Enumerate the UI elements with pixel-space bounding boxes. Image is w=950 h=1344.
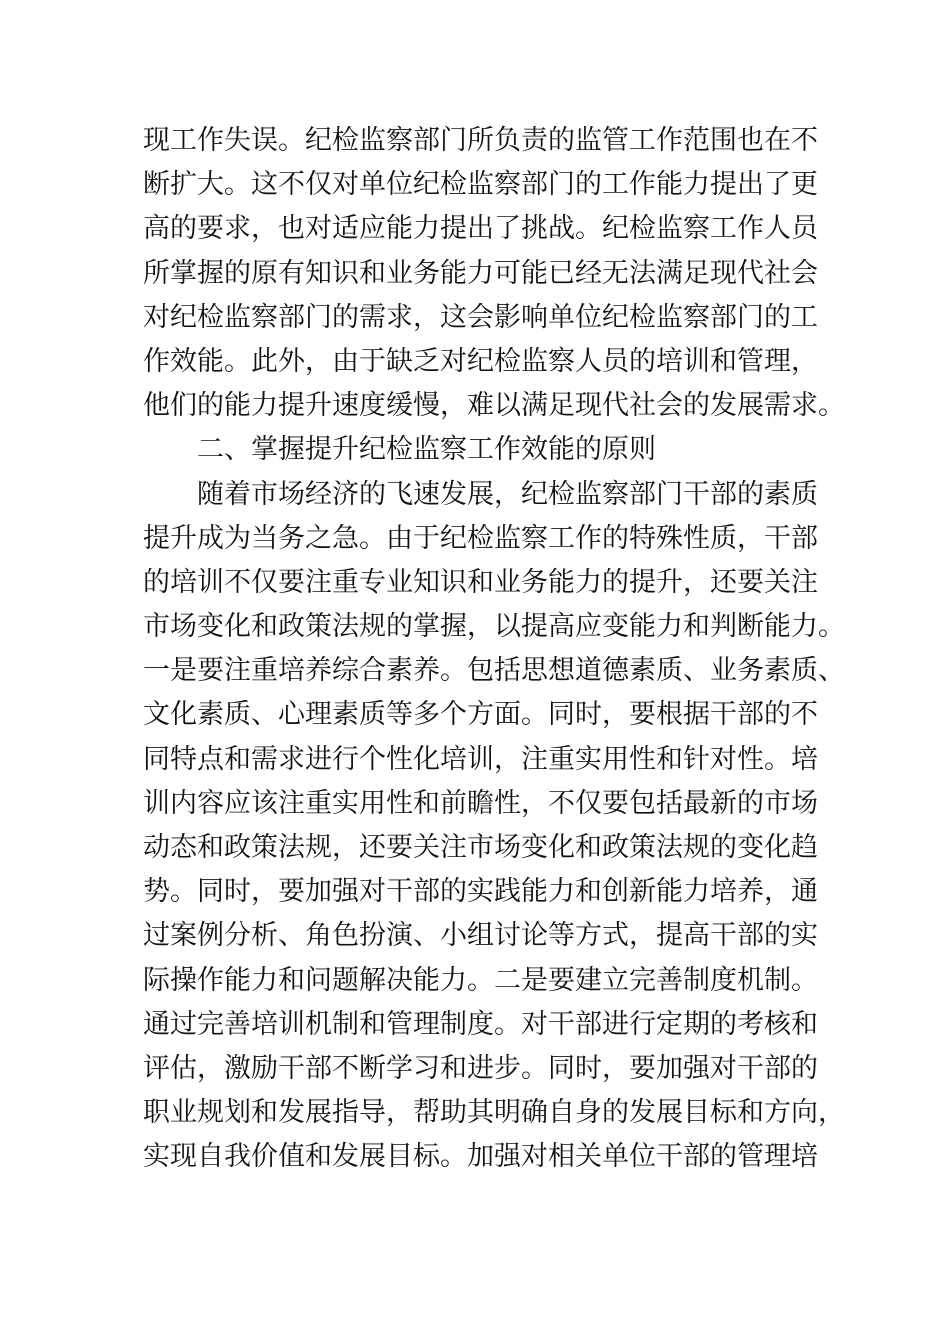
text-line: 过案例分析、角色扮演、小组讨论等方式，提高干部的实	[143, 920, 818, 952]
text-line: 一是要注重培养综合素养。包括思想道德素质、业务素质、	[143, 655, 845, 687]
text-line: 势。同时，要加强对干部的实践能力和创新能力培养，通	[143, 876, 818, 908]
text-line: 训内容应该注重实用性和前瞻性，不仅要包括最新的市场	[143, 787, 818, 819]
text-line: 作效能。此外，由于缺乏对纪检监察人员的培训和管理，	[143, 345, 818, 377]
text-line: 市场变化和政策法规的掌握，以提高应变能力和判断能力。	[143, 611, 845, 643]
text-line: 所掌握的原有知识和业务能力可能已经无法满足现代社会	[143, 257, 818, 289]
text-line: 际操作能力和问题解决能力。二是要建立完善制度机制。	[143, 964, 818, 996]
text-line: 职业规划和发展指导，帮助其明确自身的发展目标和方向，	[143, 1097, 845, 1129]
text-line: 现工作失误。纪检监察部门所负责的监管工作范围也在不	[143, 125, 818, 156]
text-line: 通过完善培训机制和管理制度。对干部进行定期的考核和	[143, 1008, 818, 1040]
body-text	[143, 119, 845, 1180]
text-line: 对纪检监察部门的需求，这会影响单位纪检监察部门的工	[143, 301, 818, 333]
text-line: 他们的能力提升速度缓慢，难以满足现代社会的发展需求。	[143, 390, 845, 422]
section-heading: 二、掌握提升纪检监察工作效能的原则	[197, 434, 656, 466]
text-line: 断扩大。这不仅对单位纪检监察部门的工作能力提出了更	[143, 169, 818, 201]
text-line: 的培训不仅要注重专业知识和业务能力的提升，还要关注	[143, 566, 818, 598]
text-line: 同特点和需求进行个性化培训，注重实用性和针对性。培	[143, 743, 818, 775]
text-line: 文化素质、心理素质等多个方面。同时，要根据干部的不	[143, 699, 818, 731]
text-line: 提升成为当务之急。由于纪检监察工作的特殊性质，干部	[143, 522, 818, 554]
text-line: 动态和政策法规，还要关注市场变化和政策法规的变化趋	[143, 832, 818, 863]
text-line: 实现自我价值和发展目标。加强对相关单位干部的管理培	[143, 1141, 818, 1173]
text-line: 随着市场经济的飞速发展，纪检监察部门干部的素质	[197, 478, 818, 510]
text-line: 评估，激励干部不断学习和进步。同时，要加强对干部的	[143, 1052, 818, 1084]
text-line: 高的要求，也对适应能力提出了挑战。纪检监察工作人员	[143, 213, 818, 245]
